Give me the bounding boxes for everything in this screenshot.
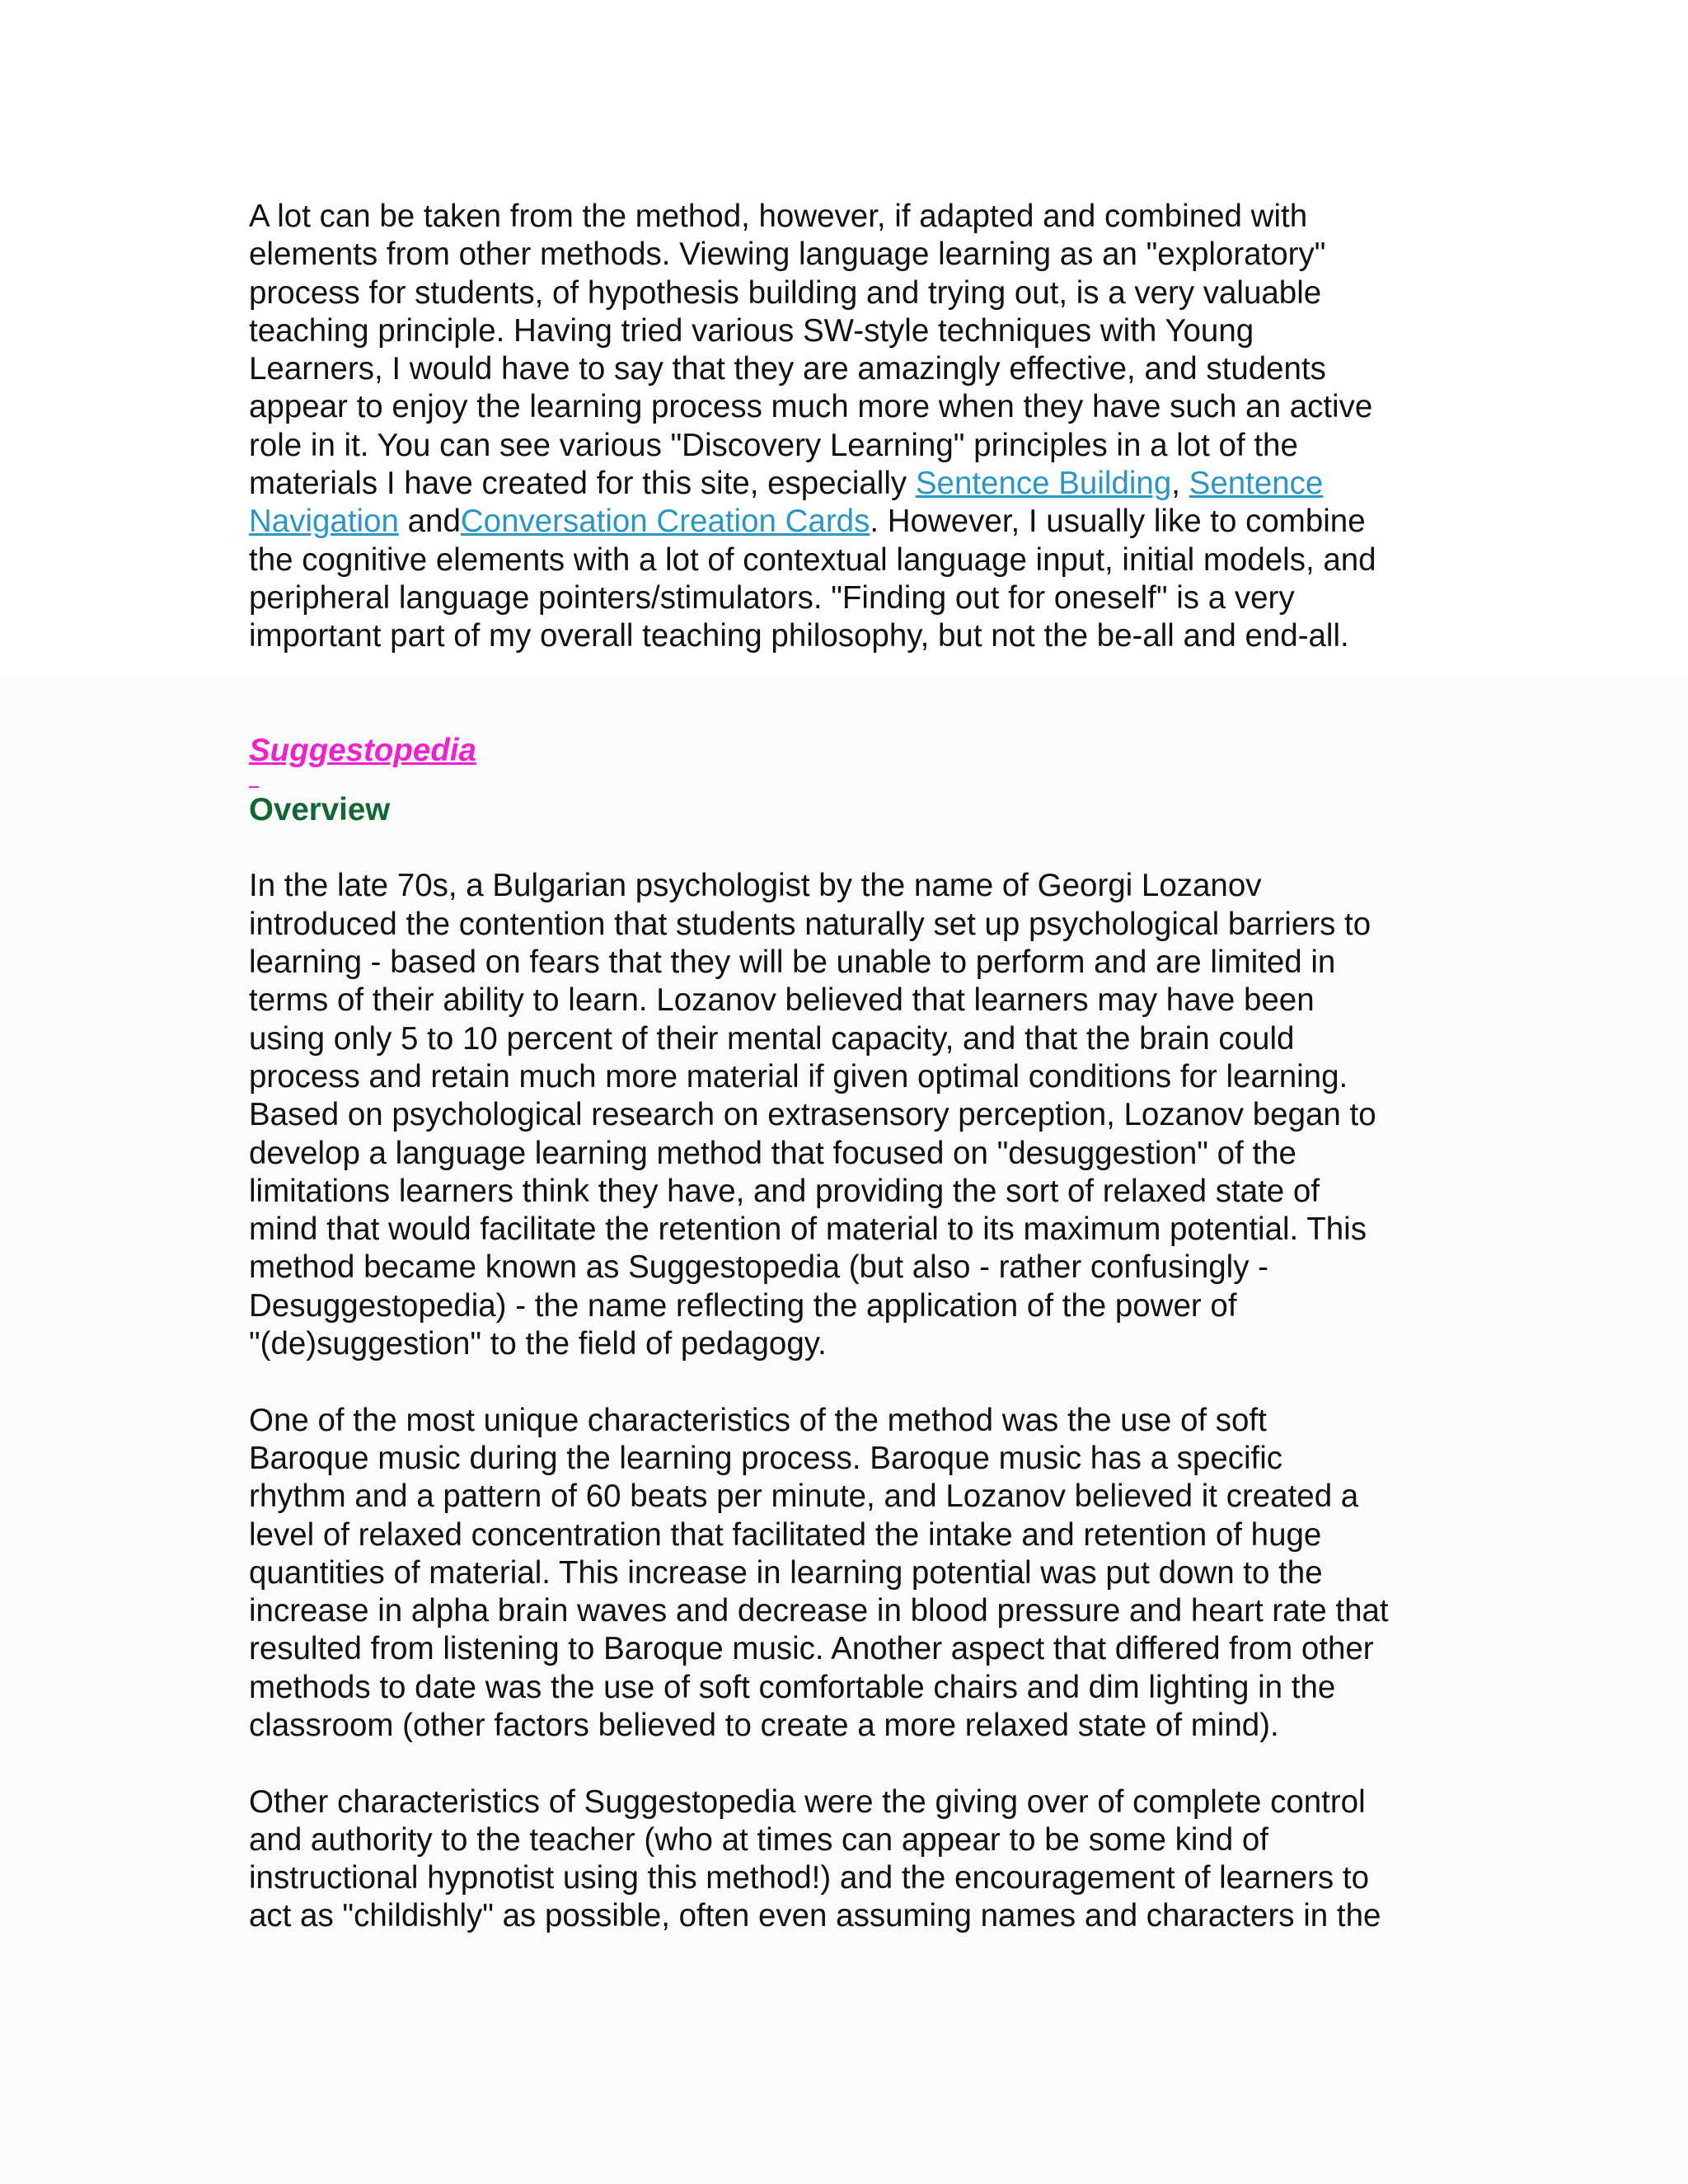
sentence-building-link[interactable]: Sentence Building	[915, 466, 1172, 502]
spacer	[249, 1363, 1452, 1401]
section-subheading: Overview	[249, 791, 391, 827]
document-body	[249, 198, 1452, 1936]
text-fragment: materials I have created for this site, especially	[249, 466, 916, 502]
text-line-with-links	[249, 465, 1452, 503]
sentence-navigation-link-part1[interactable]: Sentence	[1189, 466, 1324, 502]
text-line: Baroque music during the learning process. Baroque music has a specific	[249, 1440, 1283, 1476]
sentence-navigation-link-part2[interactable]: Navigation	[249, 504, 399, 540]
text-line: develop a language learning method that focused on "desuggestion" of the	[249, 1135, 1296, 1171]
overview-paragraph-2	[249, 1402, 1452, 1746]
text-line: role in it. You can see various "Discovery Learning" principles in a lot of the	[249, 427, 1298, 463]
intro-paragraph	[249, 198, 1452, 656]
text-line: Other characteristics of Suggestopedia were the giving over of complete control	[249, 1783, 1366, 1820]
text-line: Learners, I would have to say that they are amazingly effective, and students	[249, 351, 1326, 387]
text-line: level of relaxed concentration that facilitated the intake and retention of huge	[249, 1516, 1322, 1553]
text-line: "(de)suggestion" to the field of pedagogy.	[249, 1326, 827, 1362]
text-line: Based on psychological research on extrasensory perception, Lozanov began to	[249, 1097, 1376, 1133]
underline-mark	[249, 786, 259, 788]
text-line: mind that would facilitate the retention of material to its maximum potential. This	[249, 1212, 1367, 1248]
text-line: A lot can be taken from the method, however, if adapted and combined with	[249, 199, 1308, 234]
text-line: terms of their ability to learn. Lozanov believed that learners may have been	[249, 982, 1315, 1019]
text-line: limitations learners think they have, and providing the sort of relaxed state of	[249, 1173, 1320, 1209]
text-line: methods to date was the use of soft comfortable chairs and dim lighting in the	[249, 1669, 1336, 1705]
text-line: elements from other methods. Viewing language learning as an "exploratory"	[249, 237, 1326, 273]
text-fragment: . However, I usually like to combine	[870, 504, 1366, 540]
text-line: peripheral language pointers/stimulators. "Finding out for oneself" is a very	[249, 579, 1295, 616]
overview-paragraph-3	[249, 1783, 1452, 1936]
text-line-with-links	[249, 503, 1452, 541]
spacer	[249, 656, 1452, 732]
text-line: increase in alpha brain waves and decrease in blood pressure and heart rate that	[249, 1593, 1389, 1629]
text-line: learning - based on fears that they will be unable to perform and are limited in	[249, 944, 1336, 981]
text-line: In the late 70s, a Bulgarian psychologist by the name of Georgi Lozanov	[249, 868, 1262, 904]
text-line: the cognitive elements with a lot of contextual language input, initial models, and	[249, 541, 1376, 578]
text-line: process and retain much more material if given optimal conditions for learning.	[249, 1058, 1348, 1094]
text-line: process for students, of hypothesis building and trying out, is a very valuable	[249, 274, 1322, 311]
text-line: One of the most unique characteristics of the method was the use of soft	[249, 1402, 1267, 1438]
text-line: using only 5 to 10 percent of their mental capacity, and that the brain could	[249, 1020, 1295, 1057]
text-line: Desuggestopedia) - the name reflecting the application of the power of	[249, 1287, 1237, 1324]
overview-paragraph-1	[249, 867, 1452, 1363]
text-fragment: and	[398, 504, 461, 540]
text-line: act as "childishly" as possible, often even assuming names and characters in the	[249, 1898, 1381, 1934]
text-line: quantities of material. This increase in learning potential was put down to the	[249, 1554, 1323, 1591]
text-line: introduced the contention that students naturally set up psychological barriers to	[249, 906, 1372, 942]
text-line: instructional hypnotist using this method!) and the encouragement of learners to	[249, 1860, 1369, 1896]
text-line: rhythm and a pattern of 60 beats per minute, and Lozanov believed it created a	[249, 1479, 1359, 1515]
text-line: and authority to the teacher (who at times can appear to be some kind of	[249, 1821, 1269, 1858]
spacer	[249, 829, 1452, 867]
text-line: classroom (other factors believed to create a more relaxed state of mind).	[249, 1707, 1279, 1743]
section-title: Suggestopedia	[249, 732, 476, 768]
text-line: important part of my overall teaching philosophy, but not the be-all and end-all.	[249, 618, 1349, 654]
text-line: resulted from listening to Baroque music. Another aspect that differed from other	[249, 1631, 1374, 1667]
spacer	[249, 1745, 1452, 1783]
conversation-creation-cards-link[interactable]: Conversation Creation Cards	[460, 504, 870, 540]
text-line: method became known as Suggestopedia (but also - rather confusingly -	[249, 1249, 1268, 1286]
text-line: teaching principle. Having tried various SW-style techniques with Young	[249, 312, 1254, 349]
text-line: appear to enjoy the learning process much more when they have such an active	[249, 389, 1373, 425]
text-fragment: ,	[1171, 466, 1189, 502]
